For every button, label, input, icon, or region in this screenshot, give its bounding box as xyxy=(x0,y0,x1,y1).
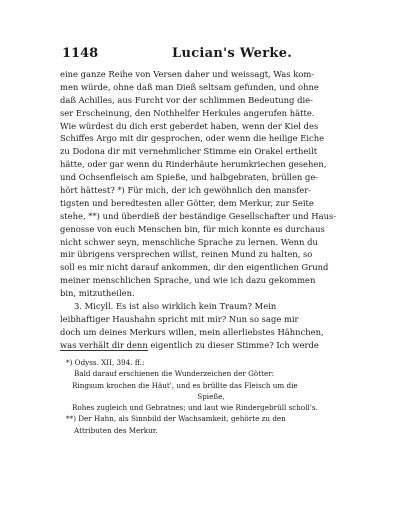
text-line: Schiffes Argo mit dir gesprochen, oder wenn die heilige Eiche xyxy=(60,133,325,144)
footnotes xyxy=(66,357,356,436)
text-line: 3. Micyll. Es ist also wirklich kein Traum? Mein xyxy=(74,301,277,312)
running-title: Lucian's Werke. xyxy=(172,46,293,61)
text-line: leibhaftiger Haushahn spricht mit mir? Nun so sage mir xyxy=(60,313,299,324)
text-line: bin, mitzutheilen. xyxy=(60,288,135,299)
text-line: stehe, **) und überdieß der beständige Gesellschafter und Haus- xyxy=(60,210,337,221)
footnote-line: Attributen des Merkur. xyxy=(74,425,158,435)
text-line: genosse von euch Menschen bin, für mich konnte es durchaus xyxy=(60,223,325,234)
text-line: men würde, ohne daß man Dieß seltsam gefunden, und ohne xyxy=(60,81,319,92)
text-line: eine ganze Reihe von Versen daher und weissagt, Was kom- xyxy=(60,69,315,79)
page-number: 1148 xyxy=(62,46,99,61)
text-line: tigsten und beredtesten aller Götter, dem Merkur, zur Seite xyxy=(60,197,314,208)
text-line: daß Achilles, aus Furcht vor der schlimmen Bedeutung die- xyxy=(60,94,313,105)
footnote-line: Rohes zugleich und Gebratnes; und laut wie Rindergebrüll scholl's. xyxy=(72,403,318,413)
footnote-line: **) Der Hahn, als Sinnbild der Wachsamkeit, gehörte zu den xyxy=(66,414,286,424)
footnote-line: Spieße, xyxy=(197,391,225,401)
text-line: hätte, oder gar wenn du Rinderhäute herumkriechen gesehen, xyxy=(60,159,327,170)
text-line: Wie würdest du dich erst geberdet haben, wenn der Kiel des xyxy=(60,120,319,131)
text-line: hört hättest? *) Für mich, der ich gewöhnlich den mansfer- xyxy=(60,185,312,196)
text-line: zu Dodona dir mit vernehmlicher Stimme ein Orakel ertheilt xyxy=(60,146,318,157)
main-text xyxy=(60,68,360,352)
text-line: was verhält dir denn eigentlich zu dieser Stimme? Ich werde xyxy=(60,339,319,350)
footnote-line: Ringsum krochen die Häut', und es brüllte das Fleisch um die xyxy=(72,380,298,390)
text-line: ser Erscheinung, den Nothhelfer Herkules angerufen hätte. xyxy=(60,107,315,118)
text-line: soll es mir nicht darauf ankommen, dir den eigentlichen Grund xyxy=(60,262,329,273)
footnote-divider xyxy=(60,350,148,351)
text-line: meiner menschlichen Sprache, und wie ich dazu gekommen xyxy=(60,275,316,286)
footnote-line: Bald darauf erschienen die Wunderzeichen der Götter: xyxy=(74,369,275,379)
page-header xyxy=(62,46,362,64)
text-line: mir übrigens versprechen willst, reinen Mund zu halten, so xyxy=(60,249,313,260)
footnote-line: *) Odyss. XII, 394. ff.: xyxy=(66,358,145,367)
text-line: nicht schwer seyn, menschliche Sprache zu lernen. Wenn du xyxy=(60,236,318,247)
text-line: und Ochsenfleisch am Spieße, und halbgebraten, brüllen ge- xyxy=(60,172,319,183)
text-line: doch um deines Merkurs willen, mein allerliebstes Hähnchen, xyxy=(60,326,324,337)
